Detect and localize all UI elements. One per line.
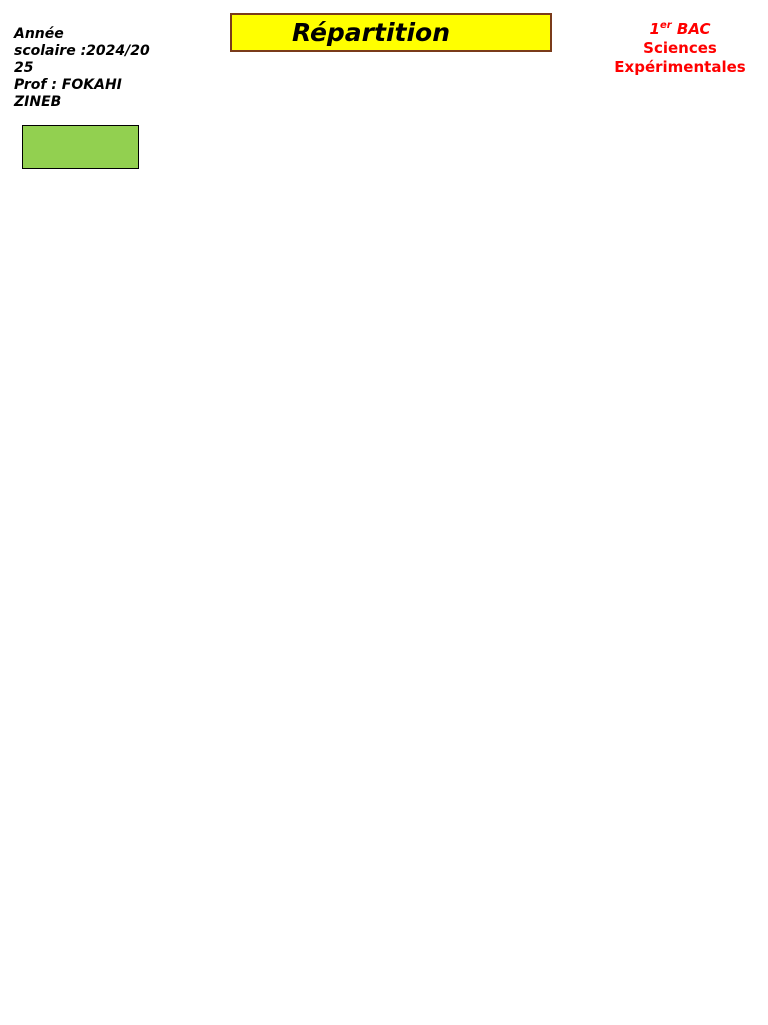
level-line: Expérimentales: [614, 58, 746, 76]
level-line: Sciences: [643, 39, 717, 57]
page-title: Répartition: [291, 18, 451, 47]
teacher-line: Prof : FOKAHI: [14, 77, 122, 93]
schedule-table: [22, 125, 759, 1025]
school-year-line: 25: [14, 60, 34, 76]
title-box: [230, 13, 552, 52]
level-line: [600, 16, 760, 39]
level-number: 1: [649, 20, 660, 38]
school-year-line: Année: [14, 26, 64, 42]
school-year-line: scolaire :2024/20: [14, 43, 150, 59]
col-header-semaines: [22, 125, 139, 169]
teacher-line: ZINEB: [14, 94, 62, 110]
level-info: [600, 16, 760, 77]
level-bac: BAC: [676, 20, 711, 38]
school-info: [14, 26, 174, 111]
level-sup: er: [659, 20, 672, 31]
